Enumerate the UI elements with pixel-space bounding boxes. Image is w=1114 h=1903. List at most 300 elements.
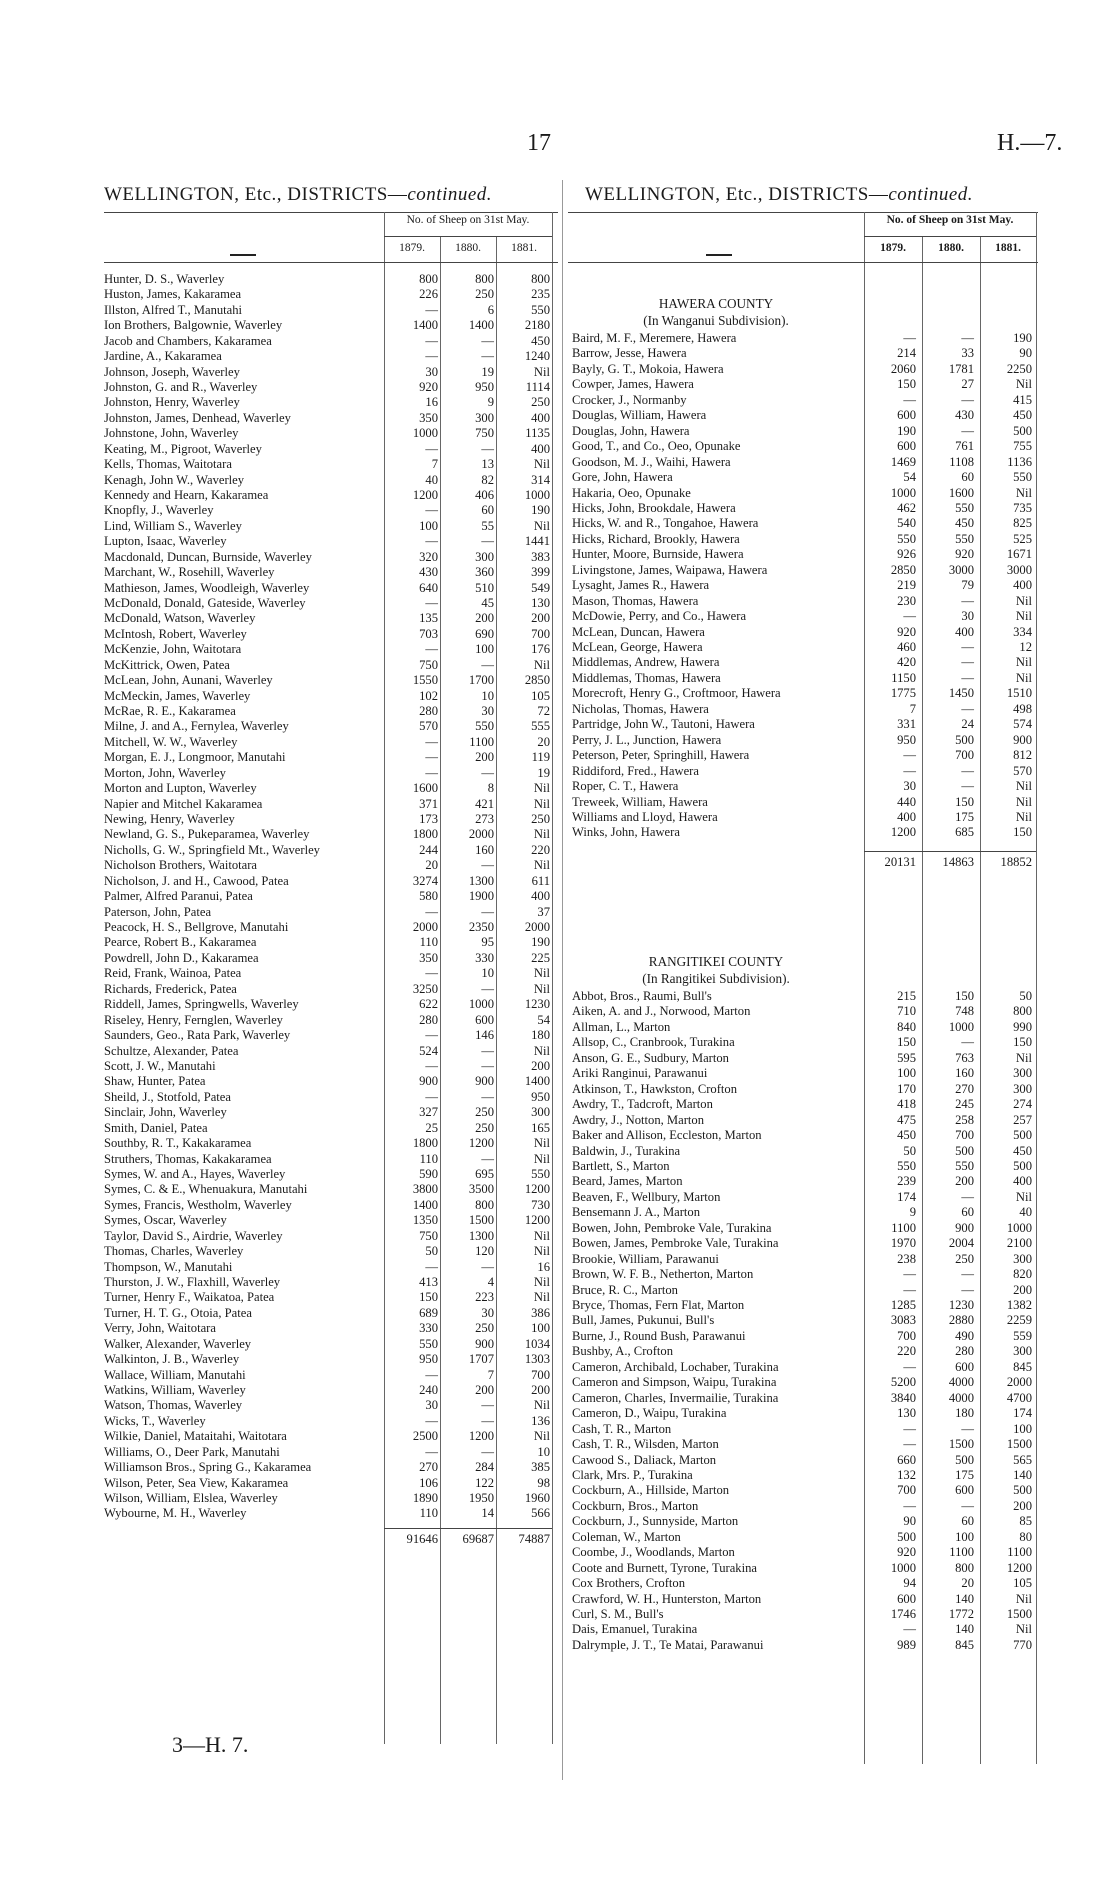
- sheep-1881: 300: [1013, 1081, 1032, 1096]
- sheep-1879: 3840: [890, 1390, 916, 1405]
- sheep-1879: —: [425, 966, 438, 981]
- holder-name: Douglas, John, Hawera: [572, 423, 690, 438]
- sheep-1879: —: [425, 1444, 438, 1459]
- table-row: [572, 1128, 1034, 1143]
- sheep-1880: 24: [961, 717, 974, 732]
- sheep-1879: 430: [419, 565, 438, 580]
- table-row: [104, 735, 554, 750]
- sheep-1881: Nil: [1015, 1622, 1032, 1637]
- sheep-1881: 400: [531, 889, 550, 904]
- sheep-1881: 770: [1013, 1637, 1032, 1652]
- sheep-1880: —: [481, 1151, 494, 1166]
- holder-name: Wallace, William, Manutahi: [104, 1367, 246, 1382]
- sheep-1879: 130: [897, 1406, 916, 1421]
- sheep-1881: 400: [531, 410, 550, 425]
- sheep-1879: —: [903, 331, 916, 345]
- holder-name: Johnston, Henry, Waverley: [104, 395, 240, 410]
- table-row: [104, 503, 554, 518]
- sheep-1880: 1100: [949, 1545, 974, 1560]
- holder-name: McDonald, Donald, Gateside, Waverley: [104, 596, 306, 611]
- table-row: [104, 1167, 554, 1182]
- sheep-1881: Nil: [1015, 377, 1032, 392]
- table-row: [572, 717, 1034, 732]
- table-row: [572, 1051, 1034, 1066]
- sheep-1881: 498: [1013, 701, 1032, 716]
- sheep-1881: 165: [531, 1120, 550, 1135]
- sheep-1881: 735: [1013, 500, 1032, 515]
- holder-name: Wicks, T., Waverley: [104, 1413, 206, 1428]
- table-row: [104, 550, 554, 565]
- holder-name: Symes, W. and A., Hayes, Waverley: [104, 1166, 286, 1181]
- table-row: [104, 1090, 554, 1105]
- holder-name: Lupton, Isaac, Waverley: [104, 534, 227, 549]
- holder-name: Nicholson Brothers, Waitotara: [104, 858, 257, 873]
- holder-name: Hicks, John, Brookdale, Hawera: [572, 500, 736, 515]
- sheep-1881: 190: [1013, 331, 1032, 345]
- holder-name: Nicholls, G. W., Springfield Mt., Waverley: [104, 842, 320, 857]
- sheep-1880: 800: [955, 1560, 974, 1575]
- table-row: [572, 362, 1034, 377]
- sheep-1879: 280: [419, 1012, 438, 1027]
- holder-name: Awdry, T., Tadcroft, Marton: [572, 1097, 713, 1112]
- table-row: [572, 1437, 1034, 1452]
- header-top-rule: [568, 212, 1038, 213]
- sheep-1881: 40: [1019, 1205, 1032, 1220]
- holder-name: Lysaght, James R., Hawera: [572, 578, 710, 593]
- sheep-1880: 800: [475, 272, 494, 286]
- sheep-1881: 450: [1013, 408, 1032, 423]
- sheep-1880: 250: [475, 1105, 494, 1120]
- holder-name: Bensemann J. A., Marton: [572, 1205, 701, 1220]
- table-row: [104, 966, 554, 981]
- sheep-1880: 250: [475, 1120, 494, 1135]
- sheep-1879: 1746: [890, 1607, 916, 1621]
- sheep-1880: 284: [475, 1460, 494, 1475]
- table-row: [572, 408, 1034, 423]
- holder-name: Symes, C. & E., Whenuakura, Manutahi: [104, 1182, 308, 1197]
- table-row: [104, 1368, 554, 1383]
- sheep-1881: Nil: [1015, 1050, 1032, 1065]
- table-row: [572, 1020, 1034, 1035]
- holder-name: Johnson, Joseph, Waverley: [104, 364, 240, 379]
- table-row: [572, 578, 1034, 593]
- sheep-1879: 173: [419, 812, 438, 827]
- table-row: [572, 563, 1034, 578]
- sheep-1881: Nil: [533, 966, 550, 981]
- holder-name: Watson, Thomas, Waverley: [104, 1398, 243, 1413]
- header-mid-rule: [384, 236, 552, 237]
- sheep-1879: 1800: [412, 1136, 438, 1151]
- holder-name: Riddiford, Fred., Hawera: [572, 763, 699, 778]
- holder-name: Cash, T. R., Wilsden, Marton: [572, 1437, 719, 1452]
- holder-name: McMeckin, James, Waverley: [104, 688, 251, 703]
- holder-name: Baldwin, J., Turakina: [572, 1143, 681, 1158]
- sheep-1879: 3800: [412, 1182, 438, 1197]
- table-row: [104, 689, 554, 704]
- sheep-1881: 1000: [524, 488, 550, 503]
- table-row: [104, 1013, 554, 1028]
- sheep-1879: 280: [419, 704, 438, 719]
- sheep-1879: 40: [425, 472, 438, 487]
- holder-name: Morgan, E. J., Longmoor, Manutahi: [104, 750, 286, 765]
- sheep-1881: 500: [1013, 423, 1032, 438]
- sheep-1881: 755: [1013, 439, 1032, 454]
- sheep-1879: 840: [897, 1019, 916, 1034]
- holder-name: Hicks, Richard, Brookly, Hawera: [572, 531, 740, 546]
- sheep-1881: 450: [531, 333, 550, 348]
- holder-name: Keating, M., Pigroot, Waverley: [104, 441, 262, 456]
- total-row: [104, 1532, 554, 1547]
- sheep-1879: 600: [897, 439, 916, 454]
- table-row: [104, 642, 554, 657]
- sheep-1879: 94: [903, 1576, 916, 1591]
- table-row: [104, 1445, 554, 1460]
- year-1879-header: 1879.: [880, 242, 906, 254]
- header-mid-rule: [864, 236, 1036, 237]
- sheep-1879: —: [903, 1622, 916, 1637]
- year-1880-header: 1880.: [455, 242, 481, 254]
- sheep-1879: 420: [897, 655, 916, 670]
- holder-name: Atkinson, T., Hawkston, Crofton: [572, 1081, 737, 1096]
- sheep-1880: —: [961, 763, 974, 778]
- sheep-1881: 820: [1013, 1267, 1032, 1282]
- table-row: [572, 547, 1034, 562]
- holder-name: Allman, L., Marton: [572, 1019, 671, 1034]
- table-row: [572, 1561, 1034, 1576]
- holder-name: Anson, G. E., Sudbury, Marton: [572, 1050, 729, 1065]
- holder-name: Kells, Thomas, Waitotara: [104, 457, 232, 472]
- table-row: [104, 318, 554, 333]
- table-row: [104, 1429, 554, 1444]
- holder-name: Walker, Alexander, Waverley: [104, 1336, 252, 1351]
- holder-name: Napier and Mitchel Kakaramea: [104, 796, 263, 811]
- sheep-1881: 190: [531, 503, 550, 518]
- left-title: WELLINGTON, Etc., DISTRICTS—continued.: [104, 184, 493, 205]
- sheep-1881: Nil: [1015, 609, 1032, 624]
- sheep-1880: —: [961, 331, 974, 345]
- total-value: 91646: [406, 1531, 438, 1546]
- sheep-1879: 50: [425, 1244, 438, 1259]
- sheep-1880: 270: [955, 1081, 974, 1096]
- sheep-1881: Nil: [533, 1151, 550, 1166]
- sheep-1880: 4000: [948, 1390, 974, 1405]
- sheep-1881: 1441: [524, 534, 550, 549]
- table-row: [104, 627, 554, 642]
- sheep-1880: —: [961, 593, 974, 608]
- holder-name: Thurston, J. W., Flaxhill, Waverley: [104, 1274, 281, 1289]
- table-row: [104, 827, 554, 842]
- table-row: [572, 1082, 1034, 1097]
- sheep-1881: Nil: [533, 796, 550, 811]
- sheep-1879: 2000: [412, 920, 438, 935]
- table-row: [104, 287, 554, 302]
- sheep-1880: 250: [955, 1251, 974, 1266]
- holder-name: Gore, John, Hawera: [572, 470, 673, 485]
- sheep-1880: 500: [955, 732, 974, 747]
- sheep-1881: 730: [531, 1197, 550, 1212]
- rangitikei-subdivision: (In Rangitikei Subdivision).: [642, 971, 790, 986]
- sheep-1881: Nil: [533, 364, 550, 379]
- sheep-1880: 223: [475, 1290, 494, 1305]
- sheep-1881: 150: [1013, 825, 1032, 840]
- table-row: [104, 596, 554, 611]
- table-row: [572, 331, 1034, 346]
- sheep-1881: 1135: [525, 426, 550, 441]
- sheep-1879: —: [425, 904, 438, 919]
- sheep-1880: 900: [955, 1220, 974, 1235]
- sheep-1880: 55: [481, 518, 494, 533]
- sheep-1880: —: [481, 657, 494, 672]
- sheep-1881: 80: [1019, 1529, 1032, 1544]
- footer-reference: 3—H. 7.: [172, 1732, 249, 1757]
- sheep-1881: 386: [531, 1305, 550, 1320]
- sheep-1881: Nil: [533, 981, 550, 996]
- sheep-1881: 1303: [524, 1352, 550, 1367]
- sheep-1880: 1600: [948, 485, 974, 500]
- holder-name: Paterson, John, Patea: [104, 904, 212, 919]
- holder-name: Coombe, J., Woodlands, Marton: [572, 1545, 735, 1560]
- total-rule: [864, 851, 1036, 852]
- table-row: [104, 797, 554, 812]
- table-row: [104, 1229, 554, 1244]
- sheep-1880: 60: [961, 1205, 974, 1220]
- sheep-1881: Nil: [533, 1290, 550, 1305]
- table-row: [104, 1460, 554, 1475]
- holder-name: Bartlett, S., Marton: [572, 1158, 670, 1173]
- holder-name: Brookie, William, Parawanui: [572, 1251, 719, 1266]
- sheep-1879: —: [425, 642, 438, 657]
- sheep-1879: 1400: [412, 1197, 438, 1212]
- rangitikei-county-title: RANGITIKEI COUNTY: [648, 954, 784, 969]
- sheep-1880: 250: [475, 287, 494, 302]
- table-row: [104, 1198, 554, 1213]
- table-row: [104, 1275, 554, 1290]
- hawera-subdivision: (In Wanganui Subdivision).: [643, 313, 789, 328]
- holder-name: Hakaria, Oeo, Opunake: [572, 485, 691, 500]
- holder-name: Powdrell, John D., Kakaramea: [104, 950, 259, 965]
- holder-name: Milne, J. and A., Fernylea, Waverley: [104, 719, 289, 734]
- sheep-1879: 226: [419, 287, 438, 302]
- holder-name: Baird, M. F., Meremere, Hawera: [572, 331, 737, 345]
- sheep-1879: —: [903, 609, 916, 624]
- sheep-1881: 90: [1019, 346, 1032, 361]
- sheep-1880: 500: [955, 1452, 974, 1467]
- holder-name: Nicholas, Thomas, Hawera: [572, 701, 709, 716]
- table-row: [572, 810, 1034, 825]
- sheep-1879: 1550: [412, 673, 438, 688]
- table-row: [572, 1592, 1034, 1607]
- sheep-1879: —: [903, 1282, 916, 1297]
- sheep-1879: 54: [903, 470, 916, 485]
- sheep-1880: 500: [955, 1143, 974, 1158]
- sheep-1880: 1100: [469, 734, 494, 749]
- table-row: [104, 1321, 554, 1336]
- table-row: [572, 1144, 1034, 1159]
- sheep-1881: 1230: [524, 997, 550, 1012]
- holder-name: Dalrymple, J. T., Te Matai, Parawanui: [572, 1637, 764, 1652]
- table-row: [572, 989, 1034, 1004]
- right-title: WELLINGTON, Etc., DISTRICTS—continued.: [585, 184, 974, 205]
- sheep-1879: 1400: [412, 318, 438, 333]
- holder-name: Douglas, William, Hawera: [572, 408, 707, 423]
- table-row: [104, 1260, 554, 1275]
- sheep-1879: 7: [909, 701, 916, 716]
- holder-name: Jardine, A., Kakaramea: [104, 349, 222, 364]
- sheep-1880: 685: [955, 825, 974, 840]
- sheep-1880: —: [481, 1043, 494, 1058]
- table-row: [104, 1074, 554, 1089]
- sheep-1879: 700: [897, 1328, 916, 1343]
- table-row: [104, 920, 554, 935]
- sheep-1881: Nil: [1015, 809, 1032, 824]
- table-row: [572, 1499, 1034, 1514]
- holder-name: Huston, James, Kakaramea: [104, 287, 242, 302]
- page-number: 17: [527, 130, 551, 156]
- sheep-1879: 1775: [890, 686, 916, 701]
- sheep-1881: 2250: [1006, 361, 1032, 376]
- table-row: [104, 982, 554, 997]
- sheep-1880: 120: [475, 1244, 494, 1259]
- sheep-1880: 600: [955, 1483, 974, 1498]
- sheep-1881: 105: [531, 688, 550, 703]
- sheep-1879: 150: [897, 377, 916, 392]
- holder-name: McKittrick, Owen, Patea: [104, 657, 230, 672]
- sheep-1880: —: [961, 1035, 974, 1050]
- sheep-1879: —: [903, 1498, 916, 1513]
- holder-name: Cameron, Archibald, Lochaber, Turakina: [572, 1359, 779, 1374]
- sheep-1881: 1200: [1006, 1560, 1032, 1575]
- holder-name: Abbot, Bros., Raumi, Bull's: [572, 989, 712, 1003]
- total-row: [572, 855, 1034, 870]
- sheep-1879: 689: [419, 1305, 438, 1320]
- sheep-1880: 2880: [948, 1313, 974, 1328]
- sheep-1879: 3250: [412, 981, 438, 996]
- sheep-1881: 383: [531, 549, 550, 564]
- sheep-1879: 20: [425, 858, 438, 873]
- holder-name: Williamson Bros., Spring G., Kakaramea: [104, 1460, 312, 1475]
- sheep-1880: 150: [955, 989, 974, 1003]
- table-row: [572, 1097, 1034, 1112]
- sheep-1880: 761: [955, 439, 974, 454]
- sheep-1881: Nil: [533, 781, 550, 796]
- table-row: [104, 997, 554, 1012]
- holder-name: Cash, T. R., Marton: [572, 1421, 672, 1436]
- sheep-1879: 240: [419, 1382, 438, 1397]
- sheep-1880: —: [481, 1259, 494, 1274]
- table-row: [104, 581, 554, 596]
- sheep-1879: —: [425, 1367, 438, 1382]
- holder-name: Kennedy and Hearn, Kakaramea: [104, 488, 269, 503]
- sheep-1881: 250: [531, 395, 550, 410]
- sheep-1881: 274: [1013, 1097, 1032, 1112]
- sheep-1881: 400: [531, 441, 550, 456]
- holder-name: Taylor, David S., Airdrie, Waverley: [104, 1228, 283, 1243]
- sheep-1879: 460: [897, 640, 916, 654]
- header-dash: [706, 254, 732, 256]
- sheep-1881: 176: [531, 642, 550, 657]
- sheep-1881: 800: [531, 272, 550, 286]
- sheep-1880: 258: [955, 1112, 974, 1127]
- sheep-1879: 550: [897, 1158, 916, 1173]
- sheep-1879: —: [425, 596, 438, 611]
- sheep-1881: 190: [531, 935, 550, 950]
- sheep-1880: —: [481, 1089, 494, 1104]
- sheep-1880: 100: [955, 1529, 974, 1544]
- sheep-1879: 170: [897, 1081, 916, 1096]
- sheep-1880: 550: [955, 1158, 974, 1173]
- sheep-1879: —: [425, 750, 438, 765]
- sheep-1879: 640: [419, 580, 438, 595]
- sheep-1880: 300: [475, 549, 494, 564]
- table-row: [104, 658, 554, 673]
- sheep-1879: 462: [897, 500, 916, 515]
- sheep-1879: 595: [897, 1050, 916, 1065]
- sheep-1881: 574: [1013, 717, 1032, 732]
- holder-name: Cameron, Charles, Invermailie, Turakina: [572, 1390, 779, 1405]
- sheep-1880: 1707: [468, 1352, 494, 1367]
- holder-name: Bowen, John, Pembroke Vale, Turakina: [572, 1220, 772, 1235]
- header-top-rule: [104, 212, 558, 213]
- table-row: [572, 486, 1034, 501]
- sheep-1879: 1200: [890, 825, 916, 840]
- table-row: [572, 424, 1034, 439]
- sheep-1879: 50: [903, 1143, 916, 1158]
- sheep-1881: 300: [1013, 1344, 1032, 1359]
- table-row: [104, 1476, 554, 1491]
- sheep-1880: 1230: [948, 1298, 974, 1312]
- sheep-1881: 3000: [1006, 562, 1032, 577]
- sheep-1880: 800: [475, 1197, 494, 1212]
- holder-name: Kenagh, John W., Waverley: [104, 472, 245, 487]
- sheep-1881: 200: [531, 1058, 550, 1073]
- table-row: [572, 1576, 1034, 1591]
- sheep-1880: 421: [475, 796, 494, 811]
- holder-name: Palmer, Alfred Paranui, Patea: [104, 889, 253, 904]
- sheep-1881: 130: [531, 596, 550, 611]
- sheep-1879: —: [425, 1089, 438, 1104]
- sheep-1881: 812: [1013, 748, 1032, 763]
- sheep-1879: 90: [903, 1514, 916, 1529]
- holder-name: Hunter, D. S., Waverley: [104, 272, 225, 286]
- sheep-1881: 300: [1013, 1066, 1032, 1081]
- holder-name: Cockburn, A., Hillside, Marton: [572, 1483, 730, 1498]
- sheep-1881: 140: [1013, 1467, 1032, 1482]
- sheep-1881: Nil: [1015, 1189, 1032, 1204]
- holder-name: McLean, George, Hawera: [572, 640, 703, 654]
- sheep-1879: 700: [897, 1483, 916, 1498]
- sheep-1879: 1150: [891, 670, 916, 685]
- holder-name: Morton and Lupton, Waverley: [104, 781, 257, 796]
- table-row: [104, 365, 554, 380]
- sheep-1880: 1772: [948, 1607, 974, 1621]
- sheep-1880: 600: [955, 1359, 974, 1374]
- sheep-1880: —: [481, 1398, 494, 1413]
- sheep-1880: 13: [481, 457, 494, 472]
- sheep-1881: 2100: [1006, 1236, 1032, 1251]
- holder-name: Bushby, A., Crofton: [572, 1344, 673, 1359]
- sheep-1880: 360: [475, 565, 494, 580]
- sheep-1880: 900: [475, 1336, 494, 1351]
- sheep-1880: —: [481, 534, 494, 549]
- sheep-1880: 490: [955, 1328, 974, 1343]
- table-row: [104, 905, 554, 920]
- holder-name: Treweek, William, Hawera: [572, 794, 708, 809]
- holder-name: Beaven, F., Wellbury, Marton: [572, 1189, 721, 1204]
- sheep-1880: —: [961, 1498, 974, 1513]
- sheep-1880: 748: [955, 1004, 974, 1019]
- sheep-1879: 331: [897, 717, 916, 732]
- table-row: [104, 812, 554, 827]
